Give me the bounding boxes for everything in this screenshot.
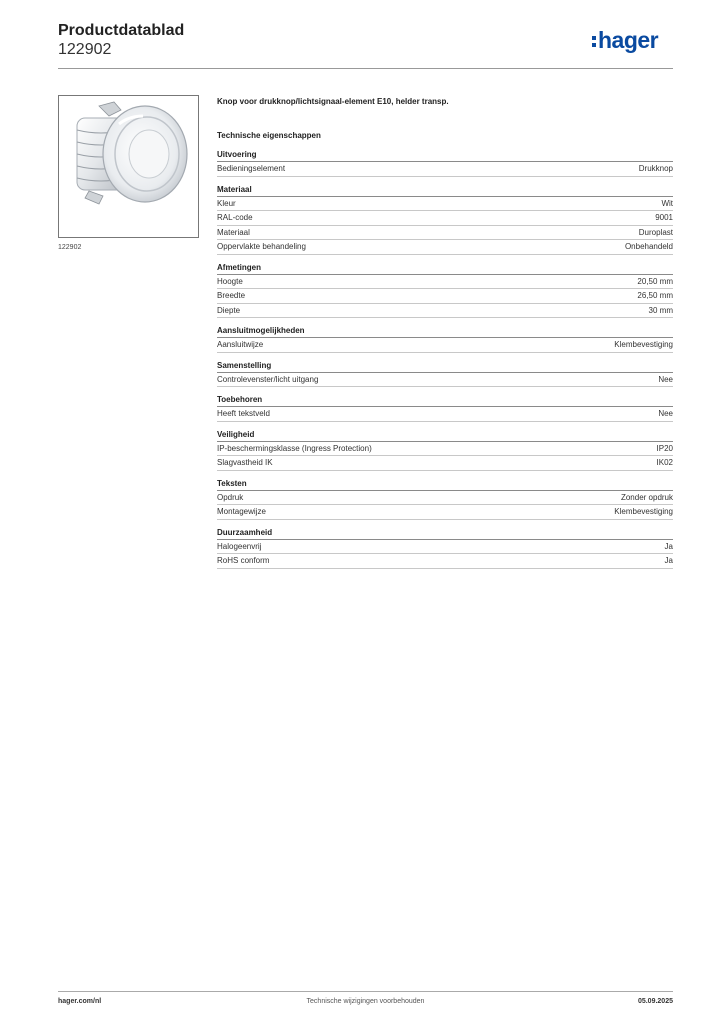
property-label: Breedte [217,291,246,300]
property-value: Nee [658,374,673,384]
section-title: Samenstelling [217,360,673,373]
property-value: Drukknop [638,164,673,173]
property-row [217,197,673,212]
property-section [217,184,673,255]
section-title: Materiaal [217,184,673,197]
property-value: Klembevestiging [614,340,673,349]
property-value: Nee [658,409,673,418]
section-title: Teksten [217,478,673,491]
property-label: Halogeenvrij [217,541,262,551]
property-value: Ja [664,541,673,551]
section-title: Veiligheid [217,429,673,442]
header-divider [58,68,673,69]
product-details [217,96,673,576]
section-title: Toebehoren [217,394,673,407]
property-label: RoHS conform [217,556,270,565]
property-row [217,289,673,304]
property-label: IP-beschermingsklasse (Ingress Protection) [217,443,372,453]
property-label: Montagewijze [217,507,266,516]
property-section [217,149,673,177]
property-row [217,226,673,241]
property-row [217,540,673,555]
property-value: 20,50 mm [637,276,673,286]
property-section [217,262,673,319]
property-row [217,162,673,177]
property-value: Klembevestiging [614,507,673,516]
image-caption: 122902 [58,244,82,251]
document-title: Productdatablad [58,22,185,39]
property-row [217,240,673,255]
footer-notice: Technische wijzigingen voorbehouden [306,998,425,1005]
property-value: 30 mm [648,305,673,315]
property-label: Kleur [217,198,236,208]
property-value: Wit [661,198,673,208]
property-label: Bedieningselement [217,164,286,173]
properties-list [217,149,673,569]
section-title: Duurzaamheid [217,527,673,540]
footer-divider [58,991,673,992]
property-label: Opdruk [217,492,244,502]
property-label: Heeft tekstveld [217,409,270,418]
property-label: Controlevenster/licht uitgang [217,374,319,384]
property-value: Zonder opdruk [620,492,673,502]
property-label: RAL-code [217,213,253,222]
product-image [58,95,199,238]
hager-logo [592,27,658,53]
property-row [217,442,673,457]
property-label: Aansluitwijze [217,340,264,349]
property-value: IP20 [656,443,673,453]
push-button-knob-icon [59,96,198,237]
property-label: Hoogte [217,276,243,286]
property-section [217,478,673,520]
product-number: 122902 [58,41,112,58]
property-value: 26,50 mm [637,291,673,300]
section-title: Aansluitmogelijkheden [217,325,673,338]
property-section [217,527,673,569]
property-value: IK02 [656,458,673,467]
property-row [217,275,673,290]
footer-date: 05.09.2025 [637,998,673,1005]
property-label: Oppervlakte behandeling [217,242,306,251]
property-row [217,456,673,471]
property-label: Slagvastheid IK [217,458,273,467]
property-section [217,360,673,388]
property-label: Materiaal [217,227,250,237]
property-value: Ja [664,556,673,565]
logo-dots-icon [592,36,596,47]
property-row [217,491,673,506]
property-label: Diepte [217,305,241,315]
property-value: Duroplast [638,227,673,237]
property-value: Onbehandeld [624,242,673,251]
technical-properties-title: Technische eigenschappen [217,131,321,140]
property-row [217,554,673,569]
property-section [217,394,673,422]
property-value: 9001 [655,213,673,222]
product-description: Knop voor drukknop/lichtsignaal-element E10, helder transp. [217,97,449,106]
property-row [217,304,673,319]
property-section [217,325,673,353]
property-section [217,429,673,471]
property-row [217,211,673,226]
property-row [217,373,673,388]
section-title: Afmetingen [217,262,673,275]
property-row [217,338,673,353]
footer-website[interactable]: hager.com/nl [58,998,102,1005]
logo-wordmark: hager [598,27,659,53]
section-title: Uitvoering [217,149,673,162]
property-row [217,407,673,422]
document-header [58,21,184,59]
property-row [217,505,673,520]
